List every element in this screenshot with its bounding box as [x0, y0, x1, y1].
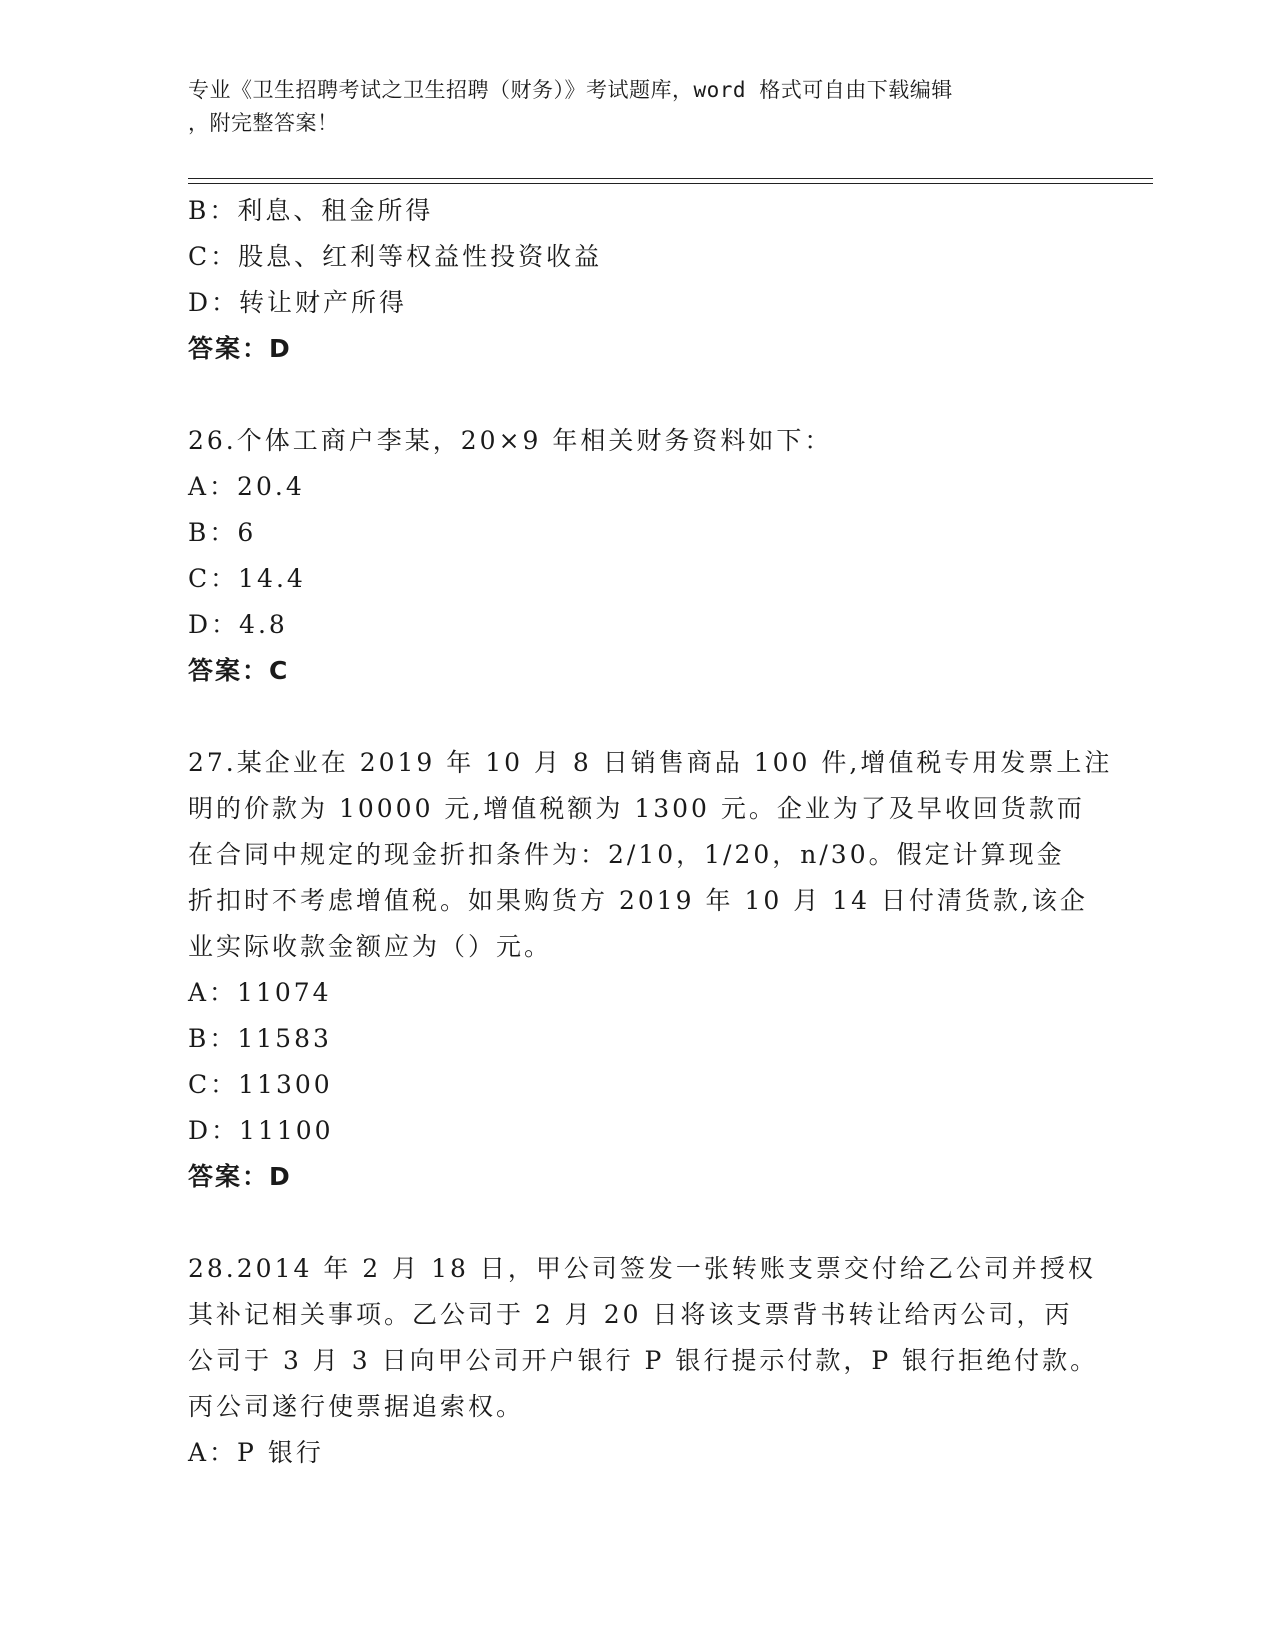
option-b: B：利息、租金所得 — [188, 196, 434, 225]
question-stem-line: 公司于 3 月 3 日向甲公司开户银行 P 银行提示付款，P 银行拒绝付款。 — [188, 1346, 1099, 1375]
question-stem-line: 在合同中规定的现金折扣条件为：2/10，1/20，n/30。假定计算现金 — [188, 840, 1065, 869]
header-divider-bottom — [188, 183, 1153, 184]
option-a: A：P 银行 — [188, 1438, 324, 1467]
header-line-2: ，附完整答案！ — [188, 111, 339, 135]
question-28 — [188, 1246, 1099, 1476]
header-divider-top — [188, 178, 1153, 179]
option-a: A：20.4 — [188, 472, 305, 501]
option-a: A：11074 — [188, 978, 332, 1007]
question-list — [188, 188, 1113, 1476]
header-line-1: 专业《卫生招聘考试之卫生招聘（财务）》考试题库，word 格式可自由下载编辑 — [188, 78, 953, 102]
question-stem-line: 业实际收款金额应为（）元。 — [188, 932, 553, 961]
question-stem-line: 其补记相关事项。乙公司于 2 月 20 日将该支票背书转让给丙公司，丙 — [188, 1300, 1073, 1329]
question-26 — [188, 418, 1068, 694]
spacer — [188, 1200, 1068, 1246]
spacer — [188, 372, 1068, 418]
answer: 答案：D — [188, 334, 292, 363]
question-stem-line: 28.2014 年 2 月 18 日，甲公司签发一张转账支票交付给乙公司并授权 — [188, 1254, 1096, 1283]
question-27 — [188, 740, 1113, 1200]
option-c: C：11300 — [188, 1070, 333, 1099]
answer: 答案：C — [188, 656, 290, 685]
question-stem: 26.个体工商户李某，20×9 年相关财务资料如下： — [188, 426, 833, 455]
question-stem-line: 丙公司遂行使票据追索权。 — [188, 1392, 525, 1421]
option-d: D：11100 — [188, 1116, 334, 1145]
option-b: B：6 — [188, 518, 257, 547]
option-d: D：转让财产所得 — [188, 288, 408, 317]
question-stem-line: 27.某企业在 2019 年 10 月 8 日销售商品 100 件,增值税专用发票上注 — [188, 748, 1113, 777]
option-c: C：股息、红利等权益性投资收益 — [188, 242, 603, 271]
question-stem-line: 明的价款为 10000 元,增值税额为 1300 元。企业为了及早收回货款而 — [188, 794, 1085, 823]
answer: 答案：D — [188, 1162, 292, 1191]
option-d: D：4.8 — [188, 610, 288, 639]
question-stem-line: 折扣时不考虑增值税。如果购货方 2019 年 10 月 14 日付清货款,该企 — [188, 886, 1088, 915]
question-25 — [188, 188, 1068, 372]
option-b: B：11583 — [188, 1024, 332, 1053]
document-header — [188, 74, 1068, 140]
spacer — [188, 694, 1068, 740]
option-c: C：14.4 — [188, 564, 306, 593]
